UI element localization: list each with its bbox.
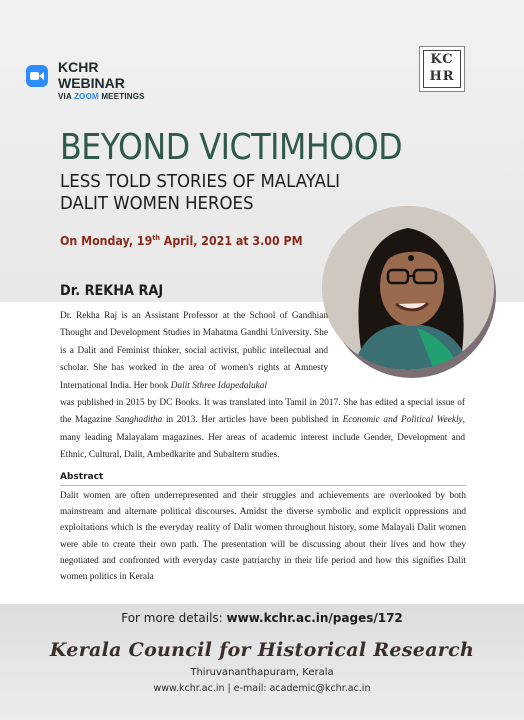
council-contact: www.kchr.ac.in | e-mail: academic@kchr.ac.in (153, 683, 371, 694)
date-ordinal: th (152, 234, 160, 242)
council-place: Thiruvananthapuram, Kerala (190, 667, 334, 678)
via-platform: ZOOM (74, 92, 99, 101)
speaker-name: Dr. REKHA RAJ (60, 283, 164, 299)
bio-magazine: Sanghaditha (115, 415, 163, 426)
abstract-divider (60, 485, 466, 486)
logo-line-1: KC (430, 52, 454, 67)
more-details (0, 611, 524, 625)
more-details-link[interactable]: www.kchr.ac.in/pages/172 (226, 611, 403, 625)
event-subtitle: LESS TOLD STORIES OF MALAYALI DALIT WOMEN HEROES (60, 171, 341, 214)
kchr-logo-mark (423, 50, 461, 88)
via-suffix: MEETINGS (101, 92, 145, 101)
event-title: BEYOND VICTIMHOOD (60, 127, 403, 168)
bio-after-book: was published in 2015 by DC Books. It was translated into Tamil in 2017. She has edited a special issue of the Magazine (60, 398, 465, 426)
badge-via (58, 92, 145, 102)
badge-org: KCHR (58, 59, 99, 75)
webinar-badge (26, 59, 196, 109)
council-name: Kerala Council for Historical Research (49, 639, 475, 661)
date-rest: April, 2021 at 3.00 PM (159, 234, 303, 248)
speaker-bio (60, 308, 465, 465)
bio-end: , many leading Malayalam magazines. Her areas of academic interest include Gender, Development and Ethnic, Cultural, Dalit, Ambedkarite and Subaltern studies. (60, 415, 465, 461)
logo-line-2: HR (429, 69, 455, 84)
bio-book-title: Dalit Sthree Idapedalukal (170, 380, 267, 391)
event-date (60, 234, 303, 248)
via-prefix: VIA (58, 92, 72, 101)
bio-journal: Economic and Political Weekly (342, 415, 463, 426)
zoom-camera-icon (26, 65, 48, 87)
date-prefix: On Monday, 19 (60, 234, 153, 248)
abstract-heading: Abstract (60, 472, 104, 482)
kchr-logo (419, 46, 465, 92)
more-details-label: For more details: (121, 611, 227, 625)
bio-narrow-part (60, 308, 328, 395)
abstract-text: Dalit women are often underrepresented and their struggles and achievements are overlooked by both mainstream and alternate political discourses. Amidst the diverse symbolic and explicit oppressions and exploitations which is the everyday reality of Dalit women throughout history, some Malayali Dalit women were able to create their own path. The presentation will be discussing about their lives and how they negotiated and confronted with everyday caste patriarchy in their life period and how this signifies Dalit women politics in Kerala (60, 491, 466, 583)
bio-after-magazine: in 2013. Her articles have been published in (162, 415, 343, 426)
bio-intro: Dr. Rekha Raj is an Assistant Professor at the School of Gandhian Thought and Development Studies in Mahatma Gandhi University. She is a Dalit and Feminist thinker, social activist, public intellectual and scholar. She has worked in the area of women's rights at Amnesty International India. Her book (60, 311, 328, 391)
badge-kind: WEBINAR (58, 75, 125, 91)
